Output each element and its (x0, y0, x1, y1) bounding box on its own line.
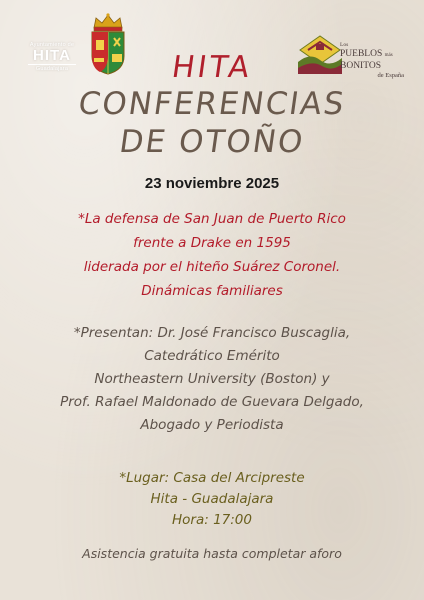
presenter-line: Catedrático Emérito (144, 348, 280, 364)
venue-line: Hita - Guadalajara (150, 491, 274, 507)
topic-line: liderada por el hiteño Suárez Coronel. (83, 259, 341, 275)
ayuntamiento-label: Ayuntamiento de (29, 42, 75, 48)
pueblos-espana: de España (377, 72, 404, 79)
subtitle-line-1: CONFERENCIAS (76, 86, 348, 122)
topic-line: *La defensa de San Juan de Puerto Rico (78, 211, 346, 227)
subtitle-line-2: DE OTOÑO (117, 124, 307, 160)
venue-line: Hora: 17:00 (172, 512, 252, 528)
presenter-line: *Presentan: Dr. José Francisco Buscaglia, (73, 325, 351, 341)
pueblos-word: PUEBLOS (340, 49, 383, 59)
pueblos-mas: más (384, 53, 393, 58)
pueblos-los: Los (340, 42, 349, 48)
topic-line: Dinámicas familiares (141, 283, 283, 299)
ayuntamiento-town: HITA (33, 47, 71, 64)
presenter-line: Abogado y Periodista (140, 417, 284, 433)
pueblos-bonitos: BONITOS (340, 61, 381, 71)
venue-line: *Lugar: Casa del Arcipreste (119, 470, 305, 486)
presenters-block (0, 322, 424, 437)
page-title: HITA (169, 50, 255, 85)
presenter-line: Northeastern University (Boston) y (94, 371, 330, 387)
attendance-note: Asistencia gratuita hasta completar aforo (82, 546, 342, 561)
event-date: 23 noviembre 2025 (144, 175, 280, 192)
venue-block (0, 468, 424, 531)
topic-line: frente a Drake en 1595 (133, 235, 291, 251)
presenter-line: Prof. Rafael Maldonado de Guevara Delgado, (60, 394, 364, 410)
topic-block (0, 207, 424, 303)
ayuntamiento-province: Guadalajara (35, 66, 69, 72)
